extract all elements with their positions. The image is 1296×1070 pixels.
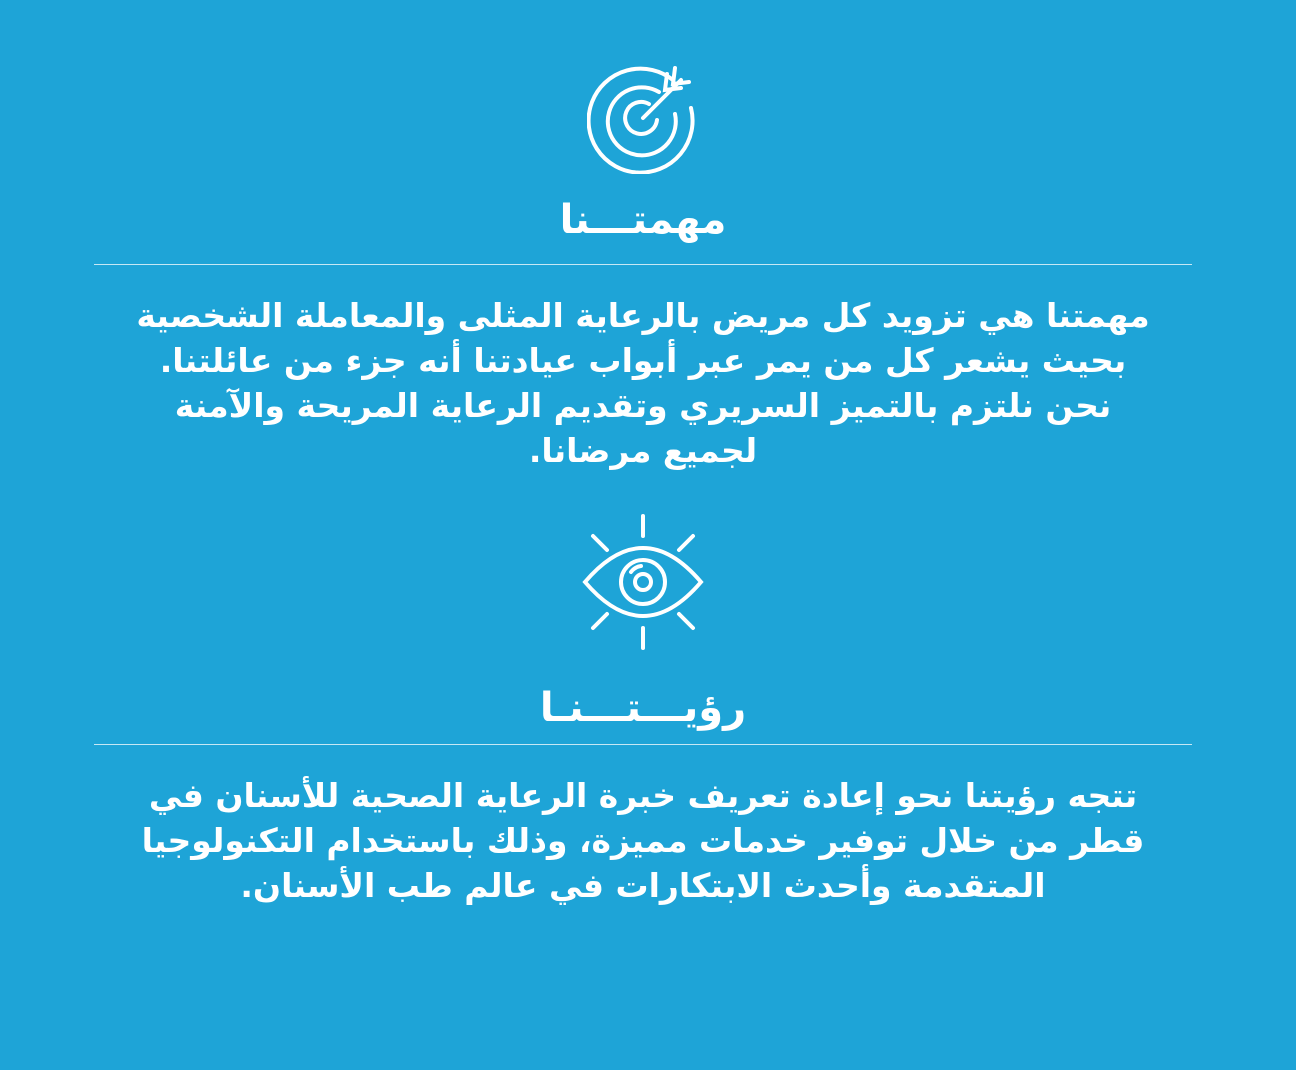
vision-title: رؤيـــتـــنـا bbox=[539, 685, 747, 731]
mission-text: مهمتنا هي تزويد كل مريض بالرعاية المثلى والمعاملة الشخصية بحيث يشعر كل من يمر عبر أبواب عيادتنا أنه جزء من عائلتنا. نحن نلتزم بالتميز السريري وتقديم الرعاية المريحة والآمنة لجميع مرضانا. bbox=[136, 296, 1150, 470]
target-icon bbox=[587, 62, 699, 174]
mission-divider bbox=[94, 264, 1192, 265]
mission-title: مهمتـــنا bbox=[559, 197, 727, 243]
vision-text: تتجه رؤيتنا نحو إعادة تعريف خبرة الرعاية الصحية للأسنان في قطر من خلال توفير خدمات مميزة، وذلك باستخدام التكنولوجيا المتقدمة وأحدث الابتكارات في عالم طب الأسنان. bbox=[141, 776, 1145, 905]
eye-icon bbox=[581, 514, 705, 650]
vision-divider bbox=[94, 744, 1192, 745]
vision-section bbox=[94, 500, 1192, 908]
mission-section bbox=[94, 0, 1192, 473]
